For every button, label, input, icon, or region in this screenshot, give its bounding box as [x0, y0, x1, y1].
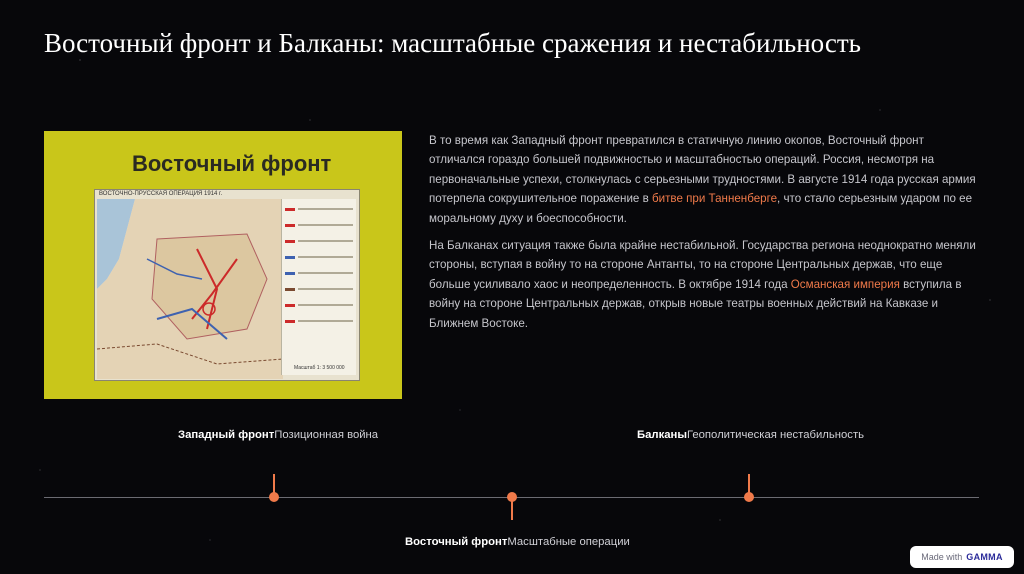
timeline-marker-3	[744, 492, 754, 502]
map-heading: Восточный фронт	[132, 151, 332, 176]
map-legend	[281, 199, 356, 375]
timeline-label-2: Восточный фронтМасштабные операции	[405, 536, 630, 548]
map-frame	[94, 189, 360, 381]
made-with-gamma-badge[interactable]	[910, 546, 1014, 568]
ottoman-empire-link[interactable]: Османская империя	[790, 277, 900, 291]
eastern-front-map-image	[44, 131, 402, 399]
map-subtitle: ВОСТОЧНО-ПРУССКАЯ ОПЕРАЦИЯ 1914 г.	[99, 191, 223, 197]
badge-prefix: Made with	[921, 552, 963, 562]
map-drawing	[97, 199, 283, 379]
map-scale: Масштаб 1: 3 500 000	[294, 365, 345, 371]
timeline-marker-2	[507, 492, 517, 502]
timeline-label-3: БалканыГеополитическая нестабильность	[637, 429, 864, 441]
slide-title: Восточный фронт и Балканы: масштабные сражения и нестабильность	[44, 28, 861, 58]
content-text	[429, 131, 979, 341]
gamma-logo: GAMMA	[966, 552, 1003, 562]
timeline-marker-1	[269, 492, 279, 502]
tannenberg-link[interactable]: битве при Танненберге	[651, 192, 778, 206]
timeline-label-1: Западный фронтПозиционная война	[178, 429, 379, 441]
paragraph-2: На Балканах ситуация также была крайне нестабильной. Государства региона неоднократно меняли стороны, вступая в войну то на стороне Антанты, то на стороне Центральных держав, что еще больше усиливало хаос и неопределенность. В октябре 1914 года Османская империя вступила в войну на стороне Центральных держав, открыв новые театры военных действий на Кавказе и Ближнем Востоке.	[429, 239, 976, 330]
paragraph-1: В то время как Западный фронт превратился в статичную линию окопов, Восточный фронт отличался гораздо большей подвижностью и масштабностью операций. Россия, несмотря на первоначальные успехи, столкнулась с серьезными трудностями. В августе 1914 года русская армия потерпела сокрушительное поражение в битве при Танненберге, что стало серьезным ударом по ее моральному духу и боеспособности.	[429, 134, 976, 225]
